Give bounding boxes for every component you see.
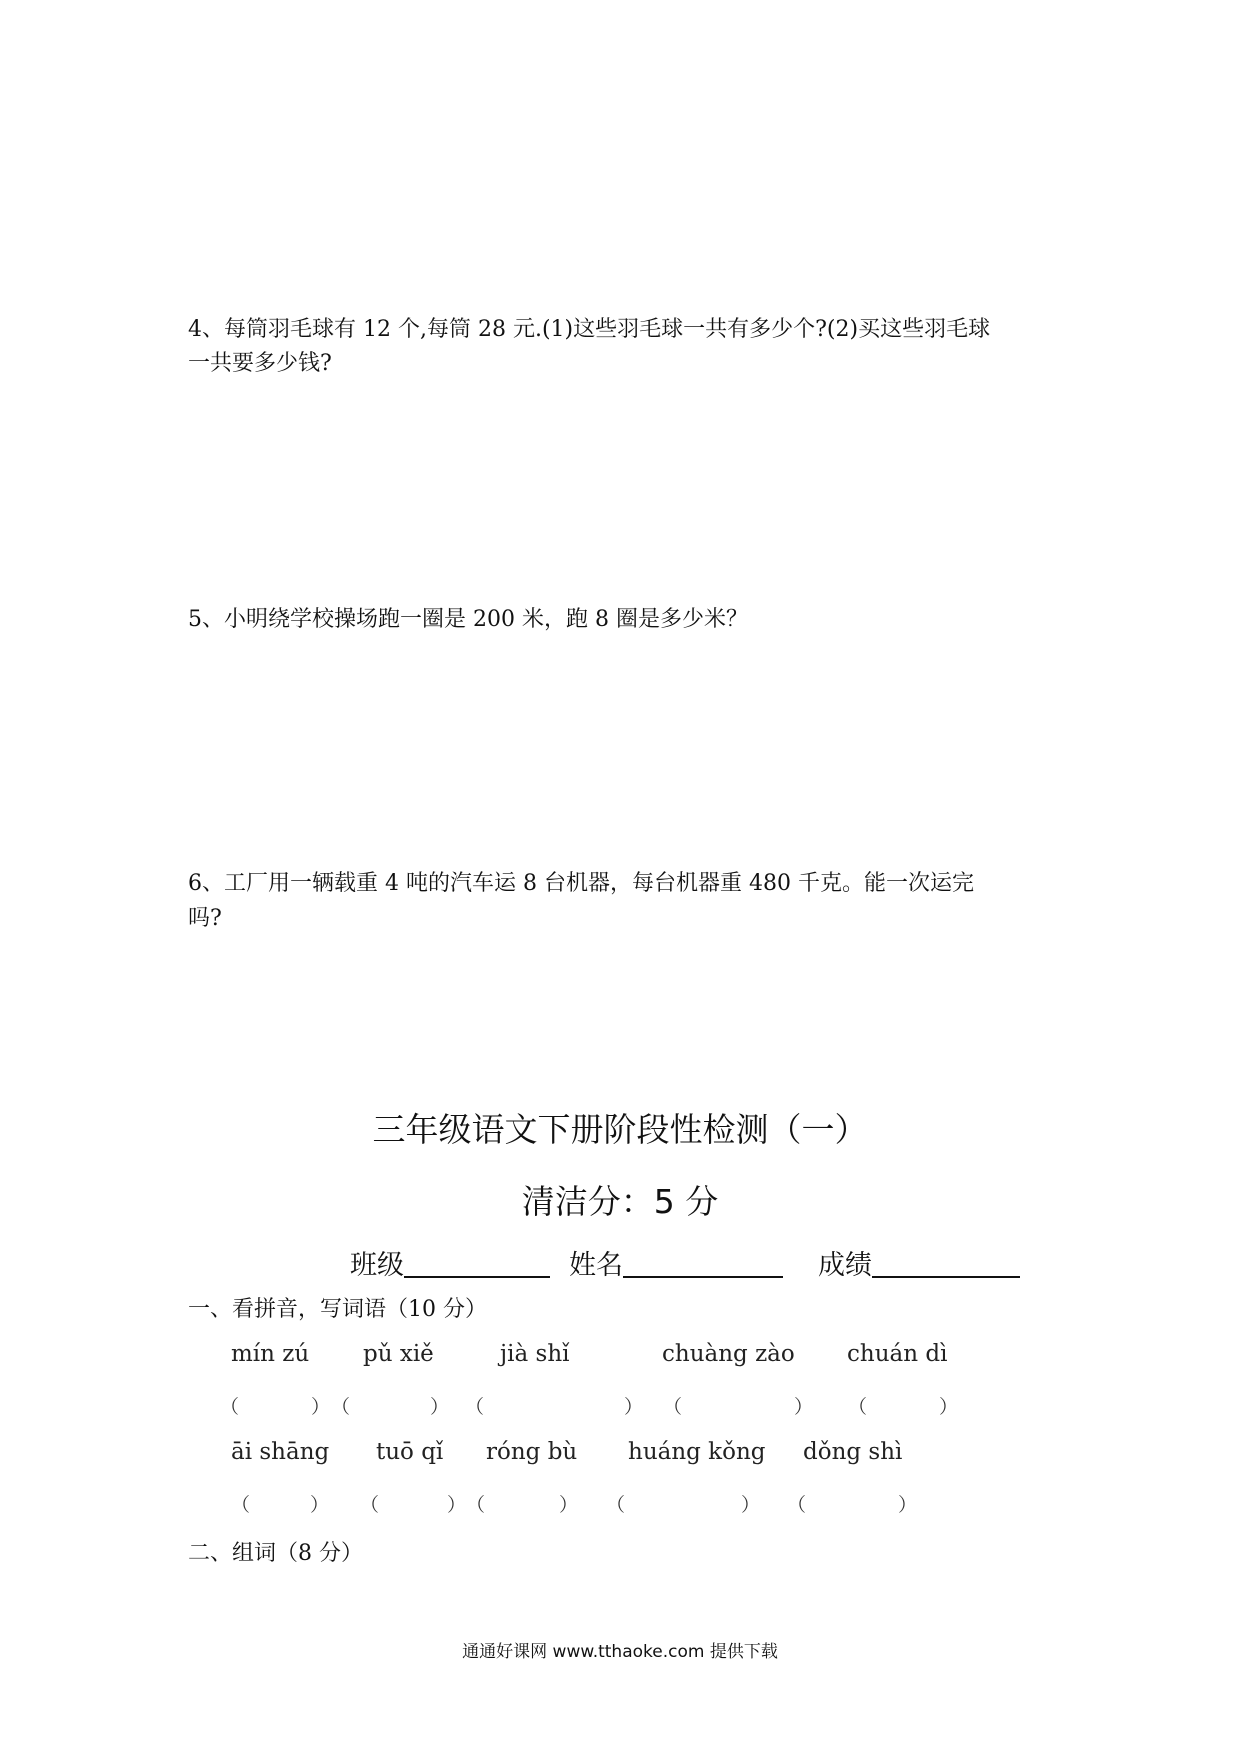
paren-open: （ [848,1396,868,1418]
paren-open: （ [231,1494,251,1516]
answer-box-10[interactable] [787,1490,917,1517]
class-label: 班级 [350,1250,404,1281]
problem-6-line-1: 6、工厂用一辆载重 4 吨的汽车运 8 台机器，每台机器重 480 千克。能一次运完 [188,871,974,896]
paren-close: ） [310,1494,330,1516]
paren-close: ） [898,1494,918,1516]
paren-close: ） [624,1396,644,1418]
section-2-heading: 二、组词（8 分） [188,1541,363,1566]
answer-box-2[interactable] [331,1392,449,1419]
answer-box-4[interactable] [663,1392,813,1419]
paren-close: ） [741,1494,761,1516]
exam-title: 三年级语文下册阶段性检测（一） [372,1110,868,1149]
paren-open: （ [466,1494,486,1516]
paren-close: ） [794,1396,814,1418]
pinyin-huangkong: huáng kǒng [628,1439,766,1465]
paren-open: （ [465,1396,485,1418]
class-blank[interactable] [404,1276,550,1278]
paren-close: ） [939,1396,959,1418]
answer-box-5[interactable] [848,1392,958,1419]
name-blank[interactable] [623,1276,783,1278]
paren-open: （ [787,1494,807,1516]
pinyin-rongbu: róng bù [486,1439,578,1465]
paren-close: ） [447,1494,467,1516]
paren-close: ） [559,1494,579,1516]
paren-close: ） [311,1396,331,1418]
pinyin-dongshi: dǒng shì [803,1439,903,1465]
answer-box-3[interactable] [465,1392,643,1419]
pinyin-aishang: āi shāng [231,1439,330,1465]
section-1-heading: 一、看拼音，写词语（10 分） [188,1297,487,1322]
answer-box-9[interactable] [606,1490,760,1517]
answer-box-6[interactable] [231,1490,329,1517]
answer-box-1[interactable] [220,1392,330,1419]
score-field [818,1243,1020,1282]
paren-open: （ [331,1396,351,1418]
paren-open: （ [360,1494,380,1516]
paren-open: （ [220,1396,240,1418]
name-field [569,1243,783,1282]
problem-6-line-2: 吗? [188,906,222,931]
pinyin-chuangzao: chuàng zào [662,1341,795,1367]
answer-box-8[interactable] [466,1490,578,1517]
name-label: 姓名 [569,1250,623,1281]
class-field [350,1243,550,1282]
pinyin-tuoqi: tuō qǐ [376,1439,444,1465]
pinyin-jiashi: jià shǐ [500,1341,570,1367]
pinyin-chuandi: chuán dì [847,1341,948,1367]
pinyin-puxie: pǔ xiě [363,1341,434,1367]
score-blank[interactable] [872,1276,1020,1278]
score-label: 成绩 [818,1250,872,1281]
answer-box-7[interactable] [360,1490,466,1517]
paren-open: （ [606,1494,626,1516]
problem-4-line-1: 4、每筒羽毛球有 12 个,每筒 28 元.(1)这些羽毛球一共有多少个?(2)买这些羽毛球 [188,317,991,342]
problem-5-line-1: 5、小明绕学校操场跑一圈是 200 米，跑 8 圈是多少米？ [188,607,748,632]
exam-subtitle: 清洁分：5 分 [521,1182,719,1221]
page-footer: 通通好课网 www.tthaoke.com 提供下载 [462,1642,778,1662]
problem-4-line-2: 一共要多少钱? [188,351,332,376]
paren-close: ） [430,1396,450,1418]
pinyin-minzu: mín zú [231,1341,310,1367]
paren-open: （ [663,1396,683,1418]
